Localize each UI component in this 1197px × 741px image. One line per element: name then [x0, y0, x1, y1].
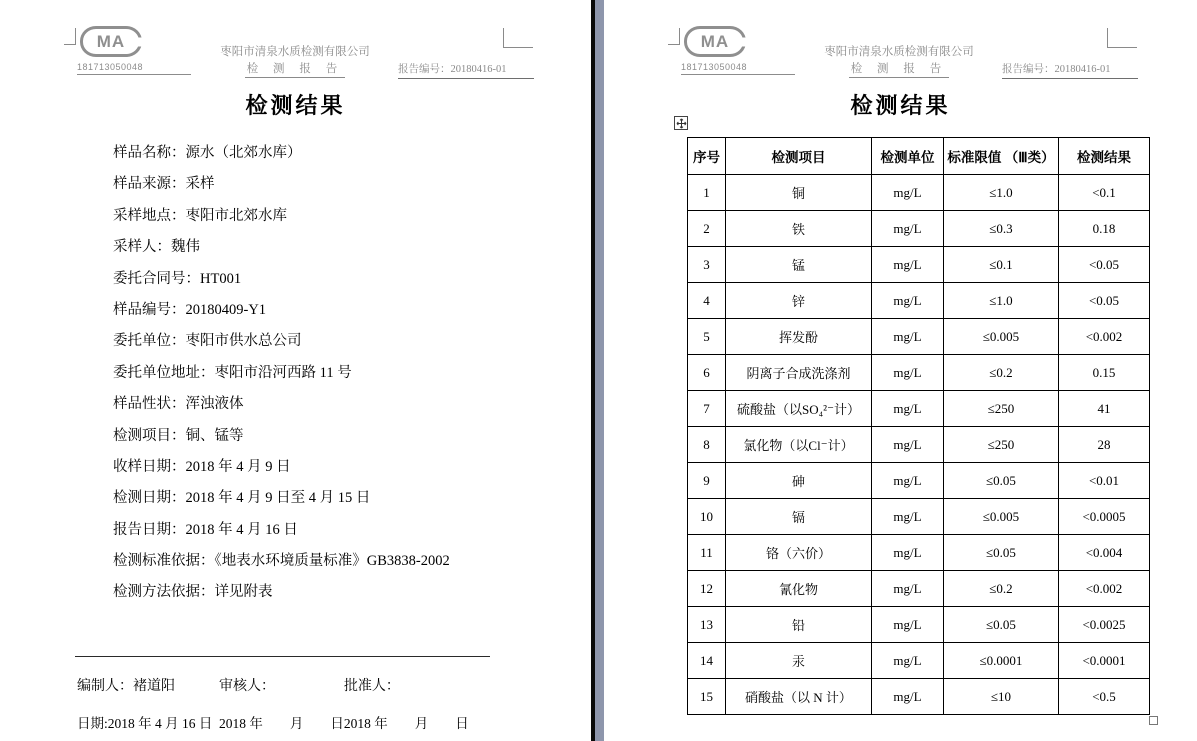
table-row: [688, 427, 1150, 463]
cell-result: <0.0005: [1059, 499, 1150, 535]
cell-result: 41: [1059, 391, 1150, 427]
signature-person: 批准人：: [343, 679, 400, 694]
cell-index: 9: [688, 463, 726, 499]
cell-result: 0.15: [1059, 355, 1150, 391]
cell-result: <0.002: [1059, 319, 1150, 355]
corner-crop-mark-icon: [64, 28, 76, 45]
cell-limit: ≤0.1: [944, 247, 1059, 283]
table-row: [688, 319, 1150, 355]
cell-result: <0.0025: [1059, 607, 1150, 643]
cell-limit: ≤0.05: [944, 607, 1059, 643]
cell-index: 12: [688, 571, 726, 607]
cell-item: 硝酸盐（以 N 计）: [726, 679, 872, 715]
cell-limit: ≤0.05: [944, 463, 1059, 499]
table-row: [688, 211, 1150, 247]
cell-index: 13: [688, 607, 726, 643]
info-line: 委托合同号：HT001: [113, 270, 242, 287]
signature-person: 审核人：: [219, 679, 275, 694]
table-row: [688, 571, 1150, 607]
table-row: [688, 499, 1150, 535]
corner-crop-mark-icon: [1107, 28, 1137, 48]
cell-limit: ≤0.005: [944, 499, 1059, 535]
info-line: 检测标准依据：《地表水环境质量标准》GB3838-2002: [113, 553, 450, 570]
cell-index: 8: [688, 427, 726, 463]
cell-index: 5: [688, 319, 726, 355]
info-line: 委托单位地址：枣阳市沿河西路 11 号: [113, 364, 352, 381]
info-line: 采样人：魏伟: [113, 239, 200, 256]
cell-item: 砷: [726, 463, 872, 499]
info-line: 样品编号：20180409-Y1: [113, 301, 267, 318]
cell-unit: mg/L: [872, 535, 944, 571]
cell-unit: mg/L: [872, 319, 944, 355]
cell-limit: ≤10: [944, 679, 1059, 715]
report-number-line: [1002, 61, 1138, 79]
cell-limit: ≤250: [944, 391, 1059, 427]
corner-crop-mark-icon: [503, 28, 533, 48]
table-move-handle-icon[interactable]: [674, 116, 688, 130]
cell-unit: mg/L: [872, 679, 944, 715]
table-header-row: [688, 138, 1150, 175]
cell-item: 铅: [726, 607, 872, 643]
header-center: [754, 45, 1044, 78]
info-line: 采样地点：枣阳市北郊水库: [113, 207, 287, 224]
table-row: [688, 247, 1150, 283]
cell-limit: ≤0.0001: [944, 643, 1059, 679]
signature-block: [77, 675, 547, 732]
col-header-item: 检测项目: [726, 138, 872, 175]
table-resize-handle[interactable]: [1149, 716, 1158, 725]
cell-item: 硫酸盐（以SO₄²⁻计）: [726, 391, 872, 427]
cell-index: 14: [688, 643, 726, 679]
info-line: 样品来源：采样: [113, 176, 215, 193]
cell-result: <0.01: [1059, 463, 1150, 499]
table-row: [688, 355, 1150, 391]
cell-limit: ≤0.3: [944, 211, 1059, 247]
cell-limit: ≤0.005: [944, 319, 1059, 355]
cell-unit: mg/L: [872, 571, 944, 607]
cell-limit: ≤0.05: [944, 535, 1059, 571]
table-row: [688, 391, 1150, 427]
cell-result: 28: [1059, 427, 1150, 463]
cell-unit: mg/L: [872, 427, 944, 463]
cell-result: <0.5: [1059, 679, 1150, 715]
signature-date: 2018 年 月 日: [343, 716, 469, 731]
table-row: [688, 679, 1150, 715]
footer-divider: [75, 656, 490, 657]
cell-result: 0.18: [1059, 211, 1150, 247]
signature-column: [77, 675, 219, 732]
info-line: 委托单位：枣阳市供水总公司: [113, 333, 302, 350]
table-row: [688, 175, 1150, 211]
report-page-1: [0, 0, 591, 741]
cell-result: <0.004: [1059, 535, 1150, 571]
info-line: 样品性状：浑浊液体: [113, 396, 244, 413]
doc-type: 检 测 报 告: [849, 62, 950, 78]
cma-logo-text: MA: [96, 31, 126, 51]
info-line: 收样日期：2018 年 4 月 9 日: [113, 458, 291, 475]
info-line: 检测方法依据：详见附表: [113, 584, 273, 601]
cell-unit: mg/L: [872, 175, 944, 211]
cell-index: 11: [688, 535, 726, 571]
report-page-2: [604, 0, 1197, 741]
table-row: [688, 283, 1150, 319]
col-header-unit: 检测单位: [872, 138, 944, 175]
cell-index: 4: [688, 283, 726, 319]
cell-item: 铜: [726, 175, 872, 211]
table-row: [688, 643, 1150, 679]
cell-unit: mg/L: [872, 499, 944, 535]
cell-limit: ≤250: [944, 427, 1059, 463]
cell-limit: ≤1.0: [944, 283, 1059, 319]
cell-result: <0.0001: [1059, 643, 1150, 679]
cell-result: <0.05: [1059, 283, 1150, 319]
info-line: 检测项目：铜、锰等: [113, 427, 244, 444]
report-number-value: 20180416-01: [1054, 64, 1111, 75]
signature-column: [344, 675, 469, 732]
page-divider: [591, 0, 604, 741]
cma-certificate-number: 181713050048: [77, 62, 191, 75]
signature-column: [219, 675, 344, 732]
cell-item: 锌: [726, 283, 872, 319]
cell-item: 汞: [726, 643, 872, 679]
sample-info-list: [113, 146, 450, 617]
cell-unit: mg/L: [872, 391, 944, 427]
cell-index: 15: [688, 679, 726, 715]
page-divider-slate: [595, 0, 604, 741]
info-line: 检测日期：2018 年 4 月 9 日至 4 月 15 日: [113, 490, 371, 507]
cell-limit: ≤0.2: [944, 355, 1059, 391]
cell-index: 3: [688, 247, 726, 283]
cell-limit: ≤0.2: [944, 571, 1059, 607]
company-name: 枣阳市清泉水质检测有限公司: [220, 46, 370, 58]
report-number-value: 20180416-01: [450, 64, 507, 75]
cell-index: 10: [688, 499, 726, 535]
cell-unit: mg/L: [872, 355, 944, 391]
signature-date: 日期:2018 年 4 月 16 日: [77, 716, 213, 731]
cma-logo-icon: [80, 26, 142, 57]
cell-unit: mg/L: [872, 211, 944, 247]
cell-unit: mg/L: [872, 283, 944, 319]
cell-index: 1: [688, 175, 726, 211]
doc-type: 检 测 报 告: [245, 62, 346, 78]
header-center: [150, 45, 440, 78]
cell-item: 铬（六价）: [726, 535, 872, 571]
page-title: 检测结果: [850, 93, 951, 118]
cell-index: 7: [688, 391, 726, 427]
cell-item: 阴离子合成洗涤剂: [726, 355, 872, 391]
table-row: [688, 463, 1150, 499]
cell-item: 氯化物（以Cl⁻计）: [726, 427, 872, 463]
report-number-label: 报告编号：: [1002, 64, 1055, 75]
cell-unit: mg/L: [872, 643, 944, 679]
info-line: 报告日期：2018 年 4 月 16 日: [113, 521, 298, 538]
signature-date: 2018 年 月 日: [219, 716, 344, 731]
cell-item: 铁: [726, 211, 872, 247]
info-line: 样品名称：源水（北郊水库）: [113, 145, 302, 161]
cell-unit: mg/L: [872, 607, 944, 643]
cell-limit: ≤1.0: [944, 175, 1059, 211]
table-row: [688, 535, 1150, 571]
corner-crop-mark-icon: [668, 28, 680, 45]
cell-index: 2: [688, 211, 726, 247]
col-header-result: 检测结果: [1059, 138, 1150, 175]
results-table: [687, 137, 1150, 715]
cell-item: 挥发酚: [726, 319, 872, 355]
cma-logo-icon: [684, 26, 746, 57]
signature-person: 编制人：褚道阳: [77, 679, 175, 694]
cell-result: <0.1: [1059, 175, 1150, 211]
cell-result: <0.002: [1059, 571, 1150, 607]
cell-result: <0.05: [1059, 247, 1150, 283]
cma-certificate-number: 181713050048: [681, 62, 795, 75]
company-name: 枣阳市清泉水质检测有限公司: [824, 46, 974, 58]
col-header-limit: 标准限值 （Ⅲ类）: [944, 138, 1059, 175]
cell-item: 锰: [726, 247, 872, 283]
cell-item: 氰化物: [726, 571, 872, 607]
report-number-label: 报告编号：: [398, 64, 451, 75]
cell-index: 6: [688, 355, 726, 391]
cell-item: 镉: [726, 499, 872, 535]
report-number-line: [398, 61, 534, 79]
cell-unit: mg/L: [872, 463, 944, 499]
col-header-index: 序号: [688, 138, 726, 175]
cell-unit: mg/L: [872, 247, 944, 283]
cma-logo-text: MA: [700, 31, 730, 51]
table-row: [688, 607, 1150, 643]
page-title: 检测结果: [245, 93, 346, 118]
